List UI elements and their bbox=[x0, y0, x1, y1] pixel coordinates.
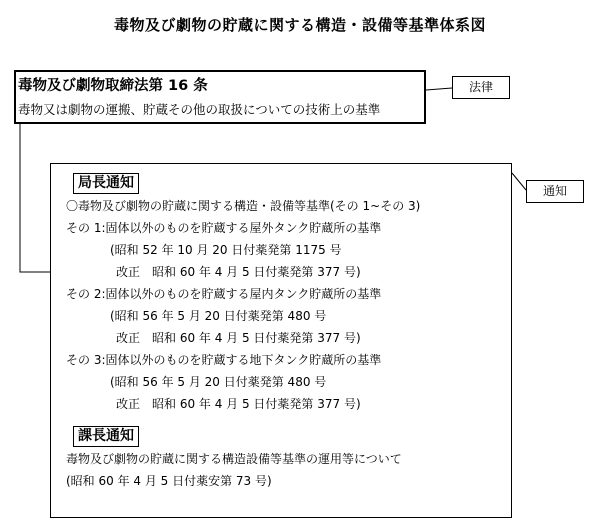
notice-callout: 通知 bbox=[526, 180, 584, 203]
item-3-revised: 改正 昭和 60 年 4 月 5 日付薬発第 377 号) bbox=[116, 397, 361, 411]
section-chief-notice-issued: (昭和 60 年 4 月 5 日付薬安第 73 号) bbox=[66, 474, 272, 488]
item-1-title: その 1:固体以外のものを貯蔵する屋外タンク貯蔵所の基準 bbox=[66, 221, 382, 235]
law-callout-leader bbox=[426, 88, 452, 90]
diagram-title: 毒物及び劇物の貯蔵に関する構造・設備等基準体系図 bbox=[113, 16, 486, 34]
notice-callout-leader bbox=[512, 173, 526, 190]
item-2-title: その 2:固体以外のものを貯蔵する屋内タンク貯蔵所の基準 bbox=[66, 287, 382, 301]
law-name: 毒物及び劇物取締法第 16 条 bbox=[18, 78, 208, 94]
law-callout: 法律 bbox=[452, 76, 510, 99]
law-description: 毒物又は劇物の運搬、貯蔵その他の取扱についての技術上の基準 bbox=[18, 102, 381, 117]
section-chief-notice-description: 毒物及び劇物の貯蔵に関する構造設備等基準の運用等について bbox=[66, 452, 402, 466]
item-1-issued: (昭和 52 年 10 月 20 日付薬発第 1175 号 bbox=[110, 243, 342, 257]
director-general-notice-heading: 局長通知 bbox=[73, 173, 139, 194]
structure-standard-title: 〇毒物及び劇物の貯蔵に関する構造・設備等基準(その 1~その 3) bbox=[66, 199, 421, 213]
item-3-issued: (昭和 56 年 5 月 20 日付薬発第 480 号 bbox=[110, 375, 327, 389]
section-chief-notice-heading: 課長通知 bbox=[73, 426, 139, 447]
item-3-title: その 3:固体以外のものを貯蔵する地下タンク貯蔵所の基準 bbox=[66, 353, 382, 367]
item-2-revised: 改正 昭和 60 年 4 月 5 日付薬発第 377 号) bbox=[116, 331, 361, 345]
law-to-notice-connector bbox=[20, 124, 50, 272]
item-1-revised: 改正 昭和 60 年 4 月 5 日付薬発第 377 号) bbox=[116, 265, 361, 279]
item-2-issued: (昭和 56 年 5 月 20 日付薬発第 480 号 bbox=[110, 309, 327, 323]
